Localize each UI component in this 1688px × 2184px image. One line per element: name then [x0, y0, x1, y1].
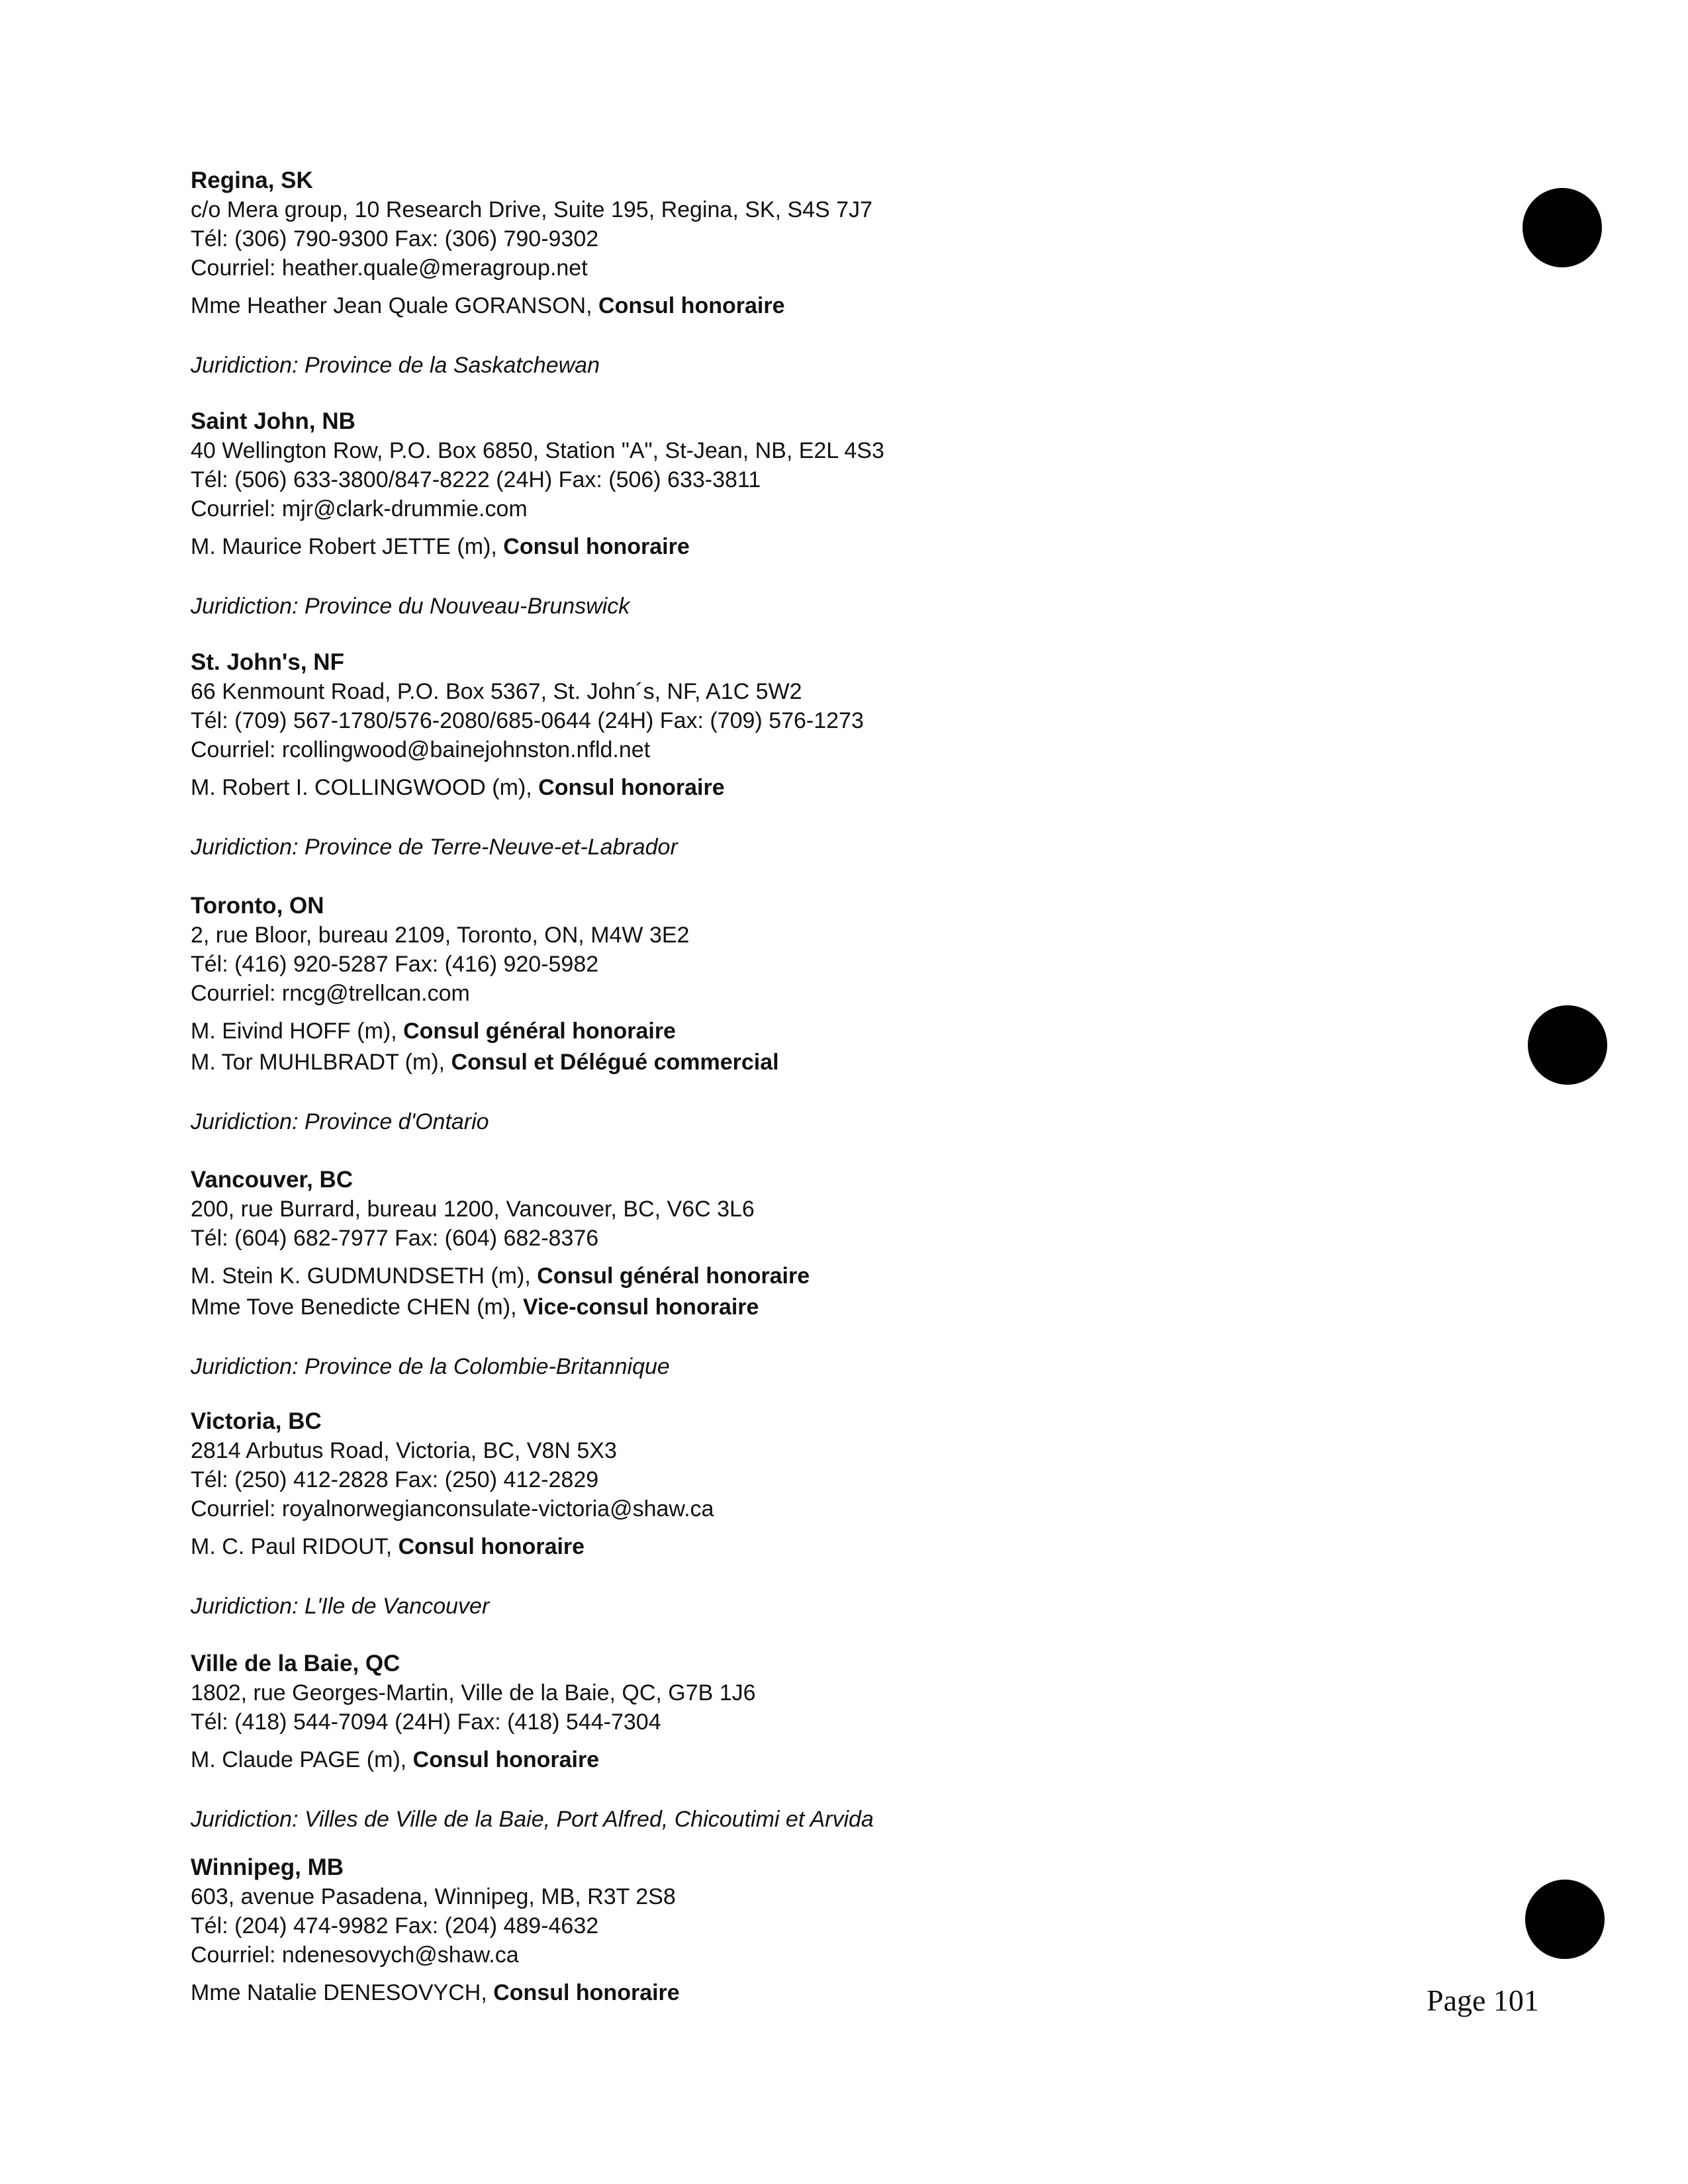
address-line: 2, rue Bloor, bureau 2109, Toronto, ON, M4W 3E2: [191, 923, 690, 948]
email-line: Courriel: rncg@trellcan.com: [191, 981, 470, 1006]
consul-name: M. Eivind HOFF (m),: [191, 1019, 404, 1044]
city-heading: Victoria, BC: [191, 1408, 322, 1434]
city-heading: Regina, SK: [191, 167, 313, 193]
phone-line: Tél: (418) 544-7094 (24H) Fax: (418) 544-7304: [191, 1709, 661, 1735]
consul-name: M. Stein K. GUDMUNDSETH (m),: [191, 1263, 538, 1289]
email-line: Courriel: heather.quale@meragroup.net: [191, 255, 588, 281]
jurisdiction-line: Juridiction: Province de la Colombie-Britannique: [191, 1354, 670, 1379]
consul-line: [191, 1532, 1448, 1561]
jurisdiction-line: Juridiction: Province d'Ontario: [191, 1109, 489, 1134]
consul-line: [191, 1017, 1448, 1046]
email-line: Courriel: ndenesovych@shaw.ca: [191, 1942, 519, 1968]
consul-line: [191, 1048, 1448, 1077]
email-line: Courriel: rcollingwood@bainejohnston.nfld.net: [191, 737, 651, 762]
address-line: 1802, rue Georges-Martin, Ville de la Baie, QC, G7B 1J6: [191, 1680, 756, 1706]
page-number: Page 101: [1427, 1983, 1539, 2017]
city-heading: St. John's, NF: [191, 649, 344, 675]
consul-title: Consul général honoraire: [403, 1019, 676, 1044]
address-line: 2814 Arbutus Road, Victoria, BC, V8N 5X3: [191, 1438, 617, 1463]
consul-title: Consul honoraire: [398, 1534, 585, 1559]
jurisdiction-line: Juridiction: Province du Nouveau-Brunswick: [191, 594, 630, 619]
jurisdiction-line: Juridiction: Province de Terre-Neuve-et-Labrador: [191, 835, 678, 860]
consul-name: Mme Natalie DENESOVYCH,: [191, 1980, 494, 2005]
address-line: c/o Mera group, 10 Research Drive, Suite 195, Regina, SK, S4S 7J7: [191, 197, 872, 222]
jurisdiction-line: Juridiction: L'Ile de Vancouver: [191, 1594, 490, 1619]
punch-hole-top: [1523, 188, 1602, 267]
consul-title: Consul général honoraire: [537, 1263, 810, 1289]
consul-title: Vice-consul honoraire: [522, 1295, 759, 1320]
consul-name: M. C. Paul RIDOUT,: [191, 1534, 399, 1559]
phone-line: Tél: (306) 790-9300 Fax: (306) 790-9302: [191, 226, 599, 251]
consul-title: Consul et Délégué commercial: [451, 1050, 779, 1075]
phone-line: Tél: (250) 412-2828 Fax: (250) 412-2829: [191, 1467, 599, 1492]
address-line: 40 Wellington Row, P.O. Box 6850, Station "A", St-Jean, NB, E2L 4S3: [191, 438, 884, 463]
consulate-entry-toronto: [191, 891, 1448, 1136]
address-line: 603, avenue Pasadena, Winnipeg, MB, R3T 2S8: [191, 1884, 676, 1909]
jurisdiction-line: Juridiction: Province de la Saskatchewan: [191, 353, 600, 378]
city-heading: Ville de la Baie, QC: [191, 1651, 400, 1676]
email-line: Courriel: mjr@clark-drummie.com: [191, 496, 528, 522]
consul-name: Mme Tove Benedicte CHEN (m),: [191, 1295, 523, 1320]
address-line: 200, rue Burrard, bureau 1200, Vancouver, BC, V6C 3L6: [191, 1197, 755, 1222]
phone-line: Tél: (604) 682-7977 Fax: (604) 682-8376: [191, 1226, 599, 1251]
consul-line: [191, 1745, 1448, 1774]
consul-line: [191, 532, 1448, 561]
city-heading: Toronto, ON: [191, 893, 324, 919]
punch-hole-bottom: [1525, 1880, 1605, 1959]
consul-line: [191, 291, 1448, 320]
consulate-entry-victoria: [191, 1407, 1448, 1621]
consul-name: M. Robert I. COLLINGWOOD (m),: [191, 775, 539, 800]
punch-hole-middle: [1528, 1005, 1607, 1085]
consulate-entry-regina: [191, 166, 1448, 380]
city-heading: Winnipeg, MB: [191, 1854, 344, 1880]
consul-title: Consul honoraire: [598, 293, 785, 318]
consulate-entry-ville-de-la-baie: [191, 1649, 1448, 1834]
consul-name: M. Tor MUHLBRADT (m),: [191, 1050, 451, 1075]
consul-title: Consul honoraire: [538, 775, 725, 800]
phone-line: Tél: (416) 920-5287 Fax: (416) 920-5982: [191, 952, 599, 977]
consulate-entry-winnipeg: [191, 1853, 1448, 2007]
consulate-entry-saint-john: [191, 407, 1448, 621]
consul-line: [191, 1978, 1448, 2007]
city-heading: Vancouver, BC: [191, 1167, 353, 1193]
city-heading: Saint John, NB: [191, 408, 355, 434]
consul-name: M. Claude PAGE (m),: [191, 1747, 413, 1772]
consul-title: Consul honoraire: [493, 1980, 680, 2005]
consulate-entry-vancouver: [191, 1165, 1448, 1381]
consul-name: M. Maurice Robert JETTE (m),: [191, 534, 504, 559]
consulate-entry-st-johns: [191, 648, 1448, 862]
consul-line: [191, 1261, 1448, 1291]
phone-line: Tél: (709) 567-1780/576-2080/685-0644 (24H) Fax: (709) 576-1273: [191, 708, 864, 733]
consul-title: Consul honoraire: [503, 534, 690, 559]
consul-title: Consul honoraire: [412, 1747, 600, 1772]
phone-line: Tél: (204) 474-9982 Fax: (204) 489-4632: [191, 1913, 599, 1938]
consul-name: Mme Heather Jean Quale GORANSON,: [191, 293, 599, 318]
jurisdiction-line: Juridiction: Villes de Ville de la Baie, Port Alfred, Chicoutimi et Arvida: [191, 1807, 874, 1832]
phone-line: Tél: (506) 633-3800/847-8222 (24H) Fax: (506) 633-3811: [191, 467, 761, 492]
address-line: 66 Kenmount Road, P.O. Box 5367, St. John´s, NF, A1C 5W2: [191, 679, 802, 704]
consul-line: [191, 773, 1448, 802]
consul-line: [191, 1293, 1448, 1322]
email-line: Courriel: royalnorwegianconsulate-victoria@shaw.ca: [191, 1496, 714, 1522]
